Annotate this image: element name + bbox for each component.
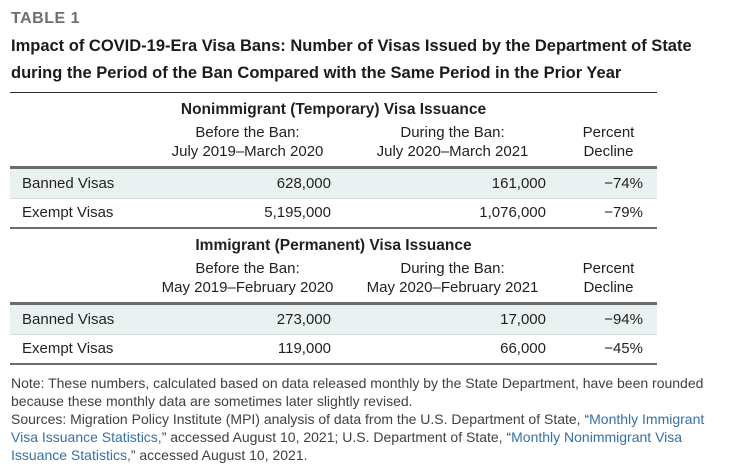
- column-header-before-ban: Before the Ban: May 2019–February 2020: [161, 260, 334, 296]
- value-percent-decline: −79%: [604, 204, 643, 221]
- value-before-ban: 5,195,000: [264, 204, 331, 221]
- table-row-banned-visas: [10, 305, 657, 334]
- section-bottom-rule: [10, 363, 657, 366]
- column-header-during-ban: During the Ban: May 2020–February 2021: [366, 260, 539, 296]
- column-header-row: [10, 259, 657, 302]
- column-header-row: [10, 123, 657, 166]
- table-title: Impact of COVID-19-Era Visa Bans: Number of Visas Issued by the Department of State during the Period of the Ban Compared with the Same Period in the Prior Year: [11, 37, 692, 82]
- row-label: Exempt Visas: [22, 340, 114, 357]
- value-percent-decline: −74%: [604, 174, 643, 192]
- section-immigrant: [10, 229, 657, 365]
- sources-text: Sources: Migration Policy Institute (MPI) analysis of data from the U.S. Department of State, “Monthly Immigrant Visa Issuance Statistics,” accessed August 10, 2021; U.S. Department of State, “Monthly Nonimmigrant Visa Issuance Statistics,” accessed August 10, 2021.: [11, 411, 705, 463]
- value-during-ban: 161,000: [491, 174, 546, 192]
- value-before-ban: 628,000: [276, 174, 331, 192]
- section-header-nonimmigrant: Nonimmigrant (Temporary) Visa Issuance: [180, 101, 487, 118]
- column-header-during-ban: During the Ban: July 2020–March 2021: [376, 124, 529, 160]
- column-header-percent-decline: Percent Decline: [582, 260, 635, 296]
- table-row-banned-visas: [10, 169, 657, 198]
- spacer-cell: [10, 259, 150, 297]
- value-before-ban: 273,000: [276, 310, 331, 328]
- section-header-immigrant: Immigrant (Permanent) Visa Issuance: [195, 237, 472, 254]
- note-text: Note: These numbers, calculated based on data released monthly by the State Department, have been rounded because these monthly data are sometimes later slightly revised.: [11, 375, 704, 409]
- link-monthly-immigrant-visa-statistics[interactable]: Monthly Immigrant Visa Issuance Statistics,: [11, 411, 705, 445]
- table-row-exempt-visas: [10, 334, 657, 363]
- link-monthly-nonimmigrant-visa-statistics[interactable]: Monthly Nonimmigrant Visa Issuance Statistics,: [11, 429, 683, 463]
- table-notes: [11, 374, 711, 464]
- row-label: Banned Visas: [22, 310, 115, 328]
- row-label: Exempt Visas: [22, 204, 114, 221]
- value-during-ban: 17,000: [500, 310, 546, 328]
- visa-issuance-table: [10, 92, 657, 365]
- column-header-before-ban: Before the Ban: July 2019–March 2020: [171, 124, 324, 160]
- value-during-ban: 1,076,000: [479, 204, 546, 221]
- table-row-exempt-visas: [10, 198, 657, 227]
- value-percent-decline: −94%: [604, 310, 643, 328]
- spacer-cell: [10, 123, 150, 161]
- value-during-ban: 66,000: [500, 340, 546, 357]
- section-nonimmigrant: [10, 93, 657, 229]
- table-label: TABLE 1: [11, 10, 80, 27]
- value-percent-decline: −45%: [604, 340, 643, 357]
- value-before-ban: 119,000: [277, 340, 331, 357]
- column-header-percent-decline: Percent Decline: [582, 124, 635, 160]
- row-label: Banned Visas: [22, 174, 115, 192]
